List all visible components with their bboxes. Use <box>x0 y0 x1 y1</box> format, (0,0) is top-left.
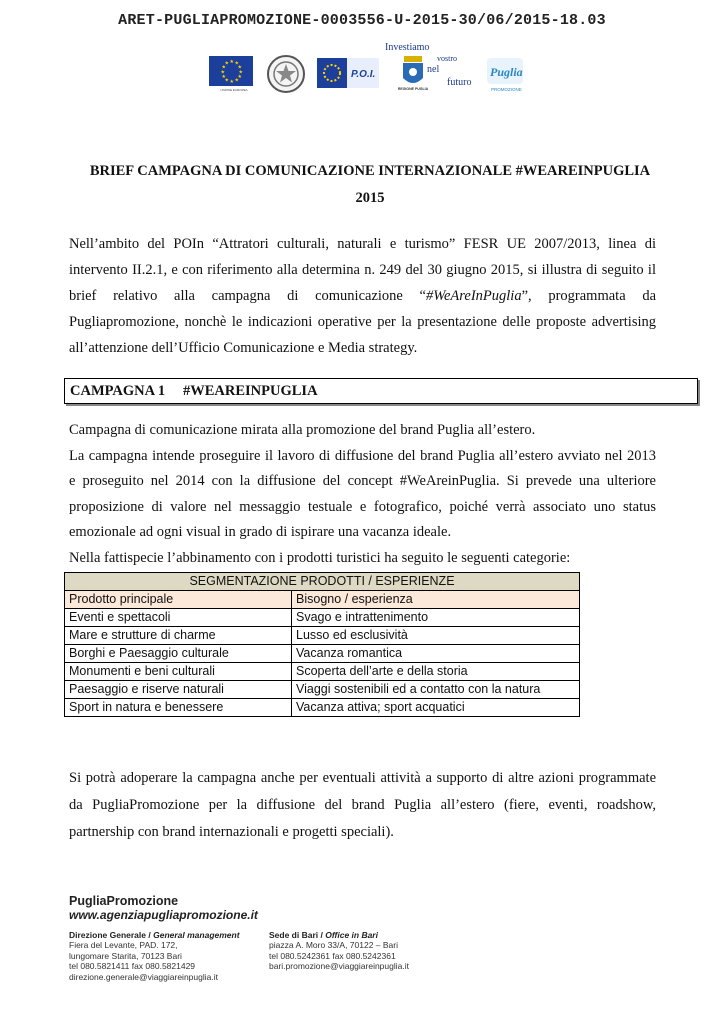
table-cell: Sport in natura e benessere <box>65 699 292 717</box>
table-cell: Scoperta dell’arte e della storia <box>292 663 580 681</box>
intro-line-2: intervento II.2.1, e con riferimento alla determina n. 249 del 30 giugno 2015, si illustra di seguito il <box>69 262 656 278</box>
campaign-description <box>69 418 656 571</box>
footer-general-management <box>69 930 240 982</box>
footer-bari-office <box>269 930 409 972</box>
pugliapromozione-logo <box>485 56 525 96</box>
svg-text:★: ★ <box>238 69 243 76</box>
pugliaprom-label: Puglia <box>490 65 523 79</box>
table-header-row <box>65 591 580 609</box>
intro-line-3-pre: brief relativo alla campagna di comunicazione “ <box>69 288 426 304</box>
campaign-number: CAMPAGNA 1 <box>70 383 166 399</box>
footer-left-heading: Direzione Generale / General management <box>69 930 240 940</box>
document-title <box>60 158 680 212</box>
intro-line-1: Nell’ambito del POIn “Attratori culturali, naturali e turismo” FESR UE 2007/2013, linea di <box>69 236 656 252</box>
puglia-brand-icon <box>485 56 525 96</box>
poi-flag-icon <box>317 56 381 92</box>
title-line-1: BRIEF CAMPAGNA DI COMUNICAZIONE INTERNAZIONALE #WEAREINPUGLIA <box>89 163 651 179</box>
slogan-word-2: nel <box>427 64 440 75</box>
table-cell: Mare e strutture di charme <box>65 627 292 645</box>
logo-bar <box>205 44 525 104</box>
slogan-word-3: vostro <box>437 54 457 63</box>
star-emblem-icon <box>265 54 307 94</box>
footer-right-email[interactable]: bari.promozione@viaggiareinpuglia.it <box>269 961 409 972</box>
eu-flag-logo <box>209 56 253 92</box>
table-cell: Lusso ed esclusività <box>292 627 580 645</box>
slogan-word-1: Investiamo <box>385 42 430 53</box>
table-cell: Eventi e spettacoli <box>65 609 292 627</box>
table-cell: Monumenti e beni culturali <box>65 663 292 681</box>
closing-line-3: partnership con brand internazionali e progetti speciali). <box>69 824 394 840</box>
table-row <box>65 609 580 627</box>
closing-line-2: da PugliaPromozione per la diffusione del brand Puglia all’estero (fiere, eventi, roadshow, <box>69 797 656 813</box>
table-row <box>65 663 580 681</box>
italian-republic-emblem <box>265 54 307 94</box>
campaign-heading-box <box>64 378 698 404</box>
table-cell: Borghi e Paesaggio culturale <box>65 645 292 663</box>
footer-right-heading: Sede di Bari / Office in Bari <box>269 930 378 940</box>
svg-text:★: ★ <box>220 69 225 76</box>
segmentation-table <box>64 572 580 717</box>
footer-brand: PugliaPromozione <box>69 894 179 908</box>
body-line-5: emozionale ad ogni visual in grado di ispirare una vacanza ideale. <box>69 524 452 540</box>
table-caption: SEGMENTAZIONE PRODOTTI / ESPERIENZE <box>65 573 580 591</box>
svg-text:★: ★ <box>229 59 234 65</box>
intro-line-3-post: ”, programmata da <box>521 288 657 304</box>
table-cell: Svago e intrattenimento <box>292 609 580 627</box>
table-row <box>65 699 580 717</box>
protocol-stamp: ARET-PUGLIAPROMOZIONE-0003556-U-2015-30/06/2015-18.03 <box>118 12 606 29</box>
letterhead-footer <box>69 894 649 986</box>
svg-text:★: ★ <box>224 60 229 67</box>
footer-left-email[interactable]: direzione.generale@viaggiareinpuglia.it <box>69 971 218 982</box>
footer-right-line: piazza A. Moro 33/A, 70122 – Bari <box>269 940 398 951</box>
closing-paragraph <box>69 765 656 846</box>
poi-logo <box>317 56 381 92</box>
pugliaprom-sub: PROMOZIONE <box>491 87 522 92</box>
table-row <box>65 627 580 645</box>
intro-line-3 <box>69 283 656 309</box>
title-line-2: 2015 <box>355 190 385 206</box>
footer-website-link[interactable]: www.agenziapugliapromozione.it <box>69 908 258 922</box>
poi-label: P.O.I. <box>351 69 376 80</box>
table-cell: Paesaggio e riserve naturali <box>65 681 292 699</box>
eu-caption: UNIONE EUROPEA <box>220 88 248 92</box>
intro-line-5: all’attenzione dell’Ufficio Comunicazione e Media strategy. <box>69 340 418 356</box>
table-row <box>65 645 580 663</box>
table-cell: Vacanza attiva; sport acquatici <box>292 699 580 717</box>
svg-text:★: ★ <box>234 77 239 84</box>
svg-text:★: ★ <box>234 60 239 67</box>
svg-text:★: ★ <box>237 74 242 80</box>
body-line-3: e proseguito nel 2014 con la diffusione del concept #WeAreinPuglia. Si prevede una ulteriore <box>69 473 656 489</box>
intro-paragraph <box>69 231 656 361</box>
campaign-tag: #WEAREINPUGLIA <box>183 383 318 399</box>
slogan-logo <box>385 42 472 102</box>
body-line-4: proposizione di valore nel messaggio testuale e fotografico, poiché verrà associato uno status <box>69 498 656 515</box>
body-line-6: Nella fattispecie l’abbinamento con i prodotti turistici ha seguito le seguenti categorie: <box>69 549 571 566</box>
eu-stars-icon <box>209 56 253 86</box>
svg-text:★: ★ <box>221 74 226 80</box>
region-label: REGIONE PUGLIA <box>397 87 429 91</box>
slogan-word-4: futuro <box>447 77 472 88</box>
svg-text:★: ★ <box>221 64 226 71</box>
footer-left-line: lungomare Starita, 70123 Bari <box>69 950 182 961</box>
svg-text:★: ★ <box>237 64 242 71</box>
footer-left-line: Fiera del Levante, PAD. 172, <box>69 940 178 951</box>
footer-right-line: tel 080.5242361 fax 080.5242361 <box>269 950 396 961</box>
table-header-cell: Bisogno / esperienza <box>292 591 580 609</box>
table-cell: Vacanza romantica <box>292 645 580 663</box>
body-line-2: La campagna intende proseguire il lavoro di diffusione del brand Puglia all’estero avviato nel 2013 <box>69 447 656 464</box>
campaign-hashtag: #WeAreInPuglia <box>426 288 522 304</box>
svg-text:★: ★ <box>229 79 234 85</box>
body-line-1: Campagna di comunicazione mirata alla promozione del brand Puglia all’estero. <box>69 422 536 438</box>
closing-line-1: Si potrà adoperare la campagna anche per eventuali attività a supporto di altre azioni programmate <box>69 770 656 786</box>
footer-left-line: tel 080.5821411 fax 080.5821429 <box>69 961 196 972</box>
svg-text:★: ★ <box>224 77 229 84</box>
table-cell: Viaggi sostenibili ed a contatto con la natura <box>292 681 580 699</box>
table-row <box>65 681 580 699</box>
intro-line-4: Pugliapromozione, nonchè le indicazioni operative per la presentazione delle proposte advertising <box>69 314 656 330</box>
table-header-cell: Prodotto principale <box>65 591 292 609</box>
